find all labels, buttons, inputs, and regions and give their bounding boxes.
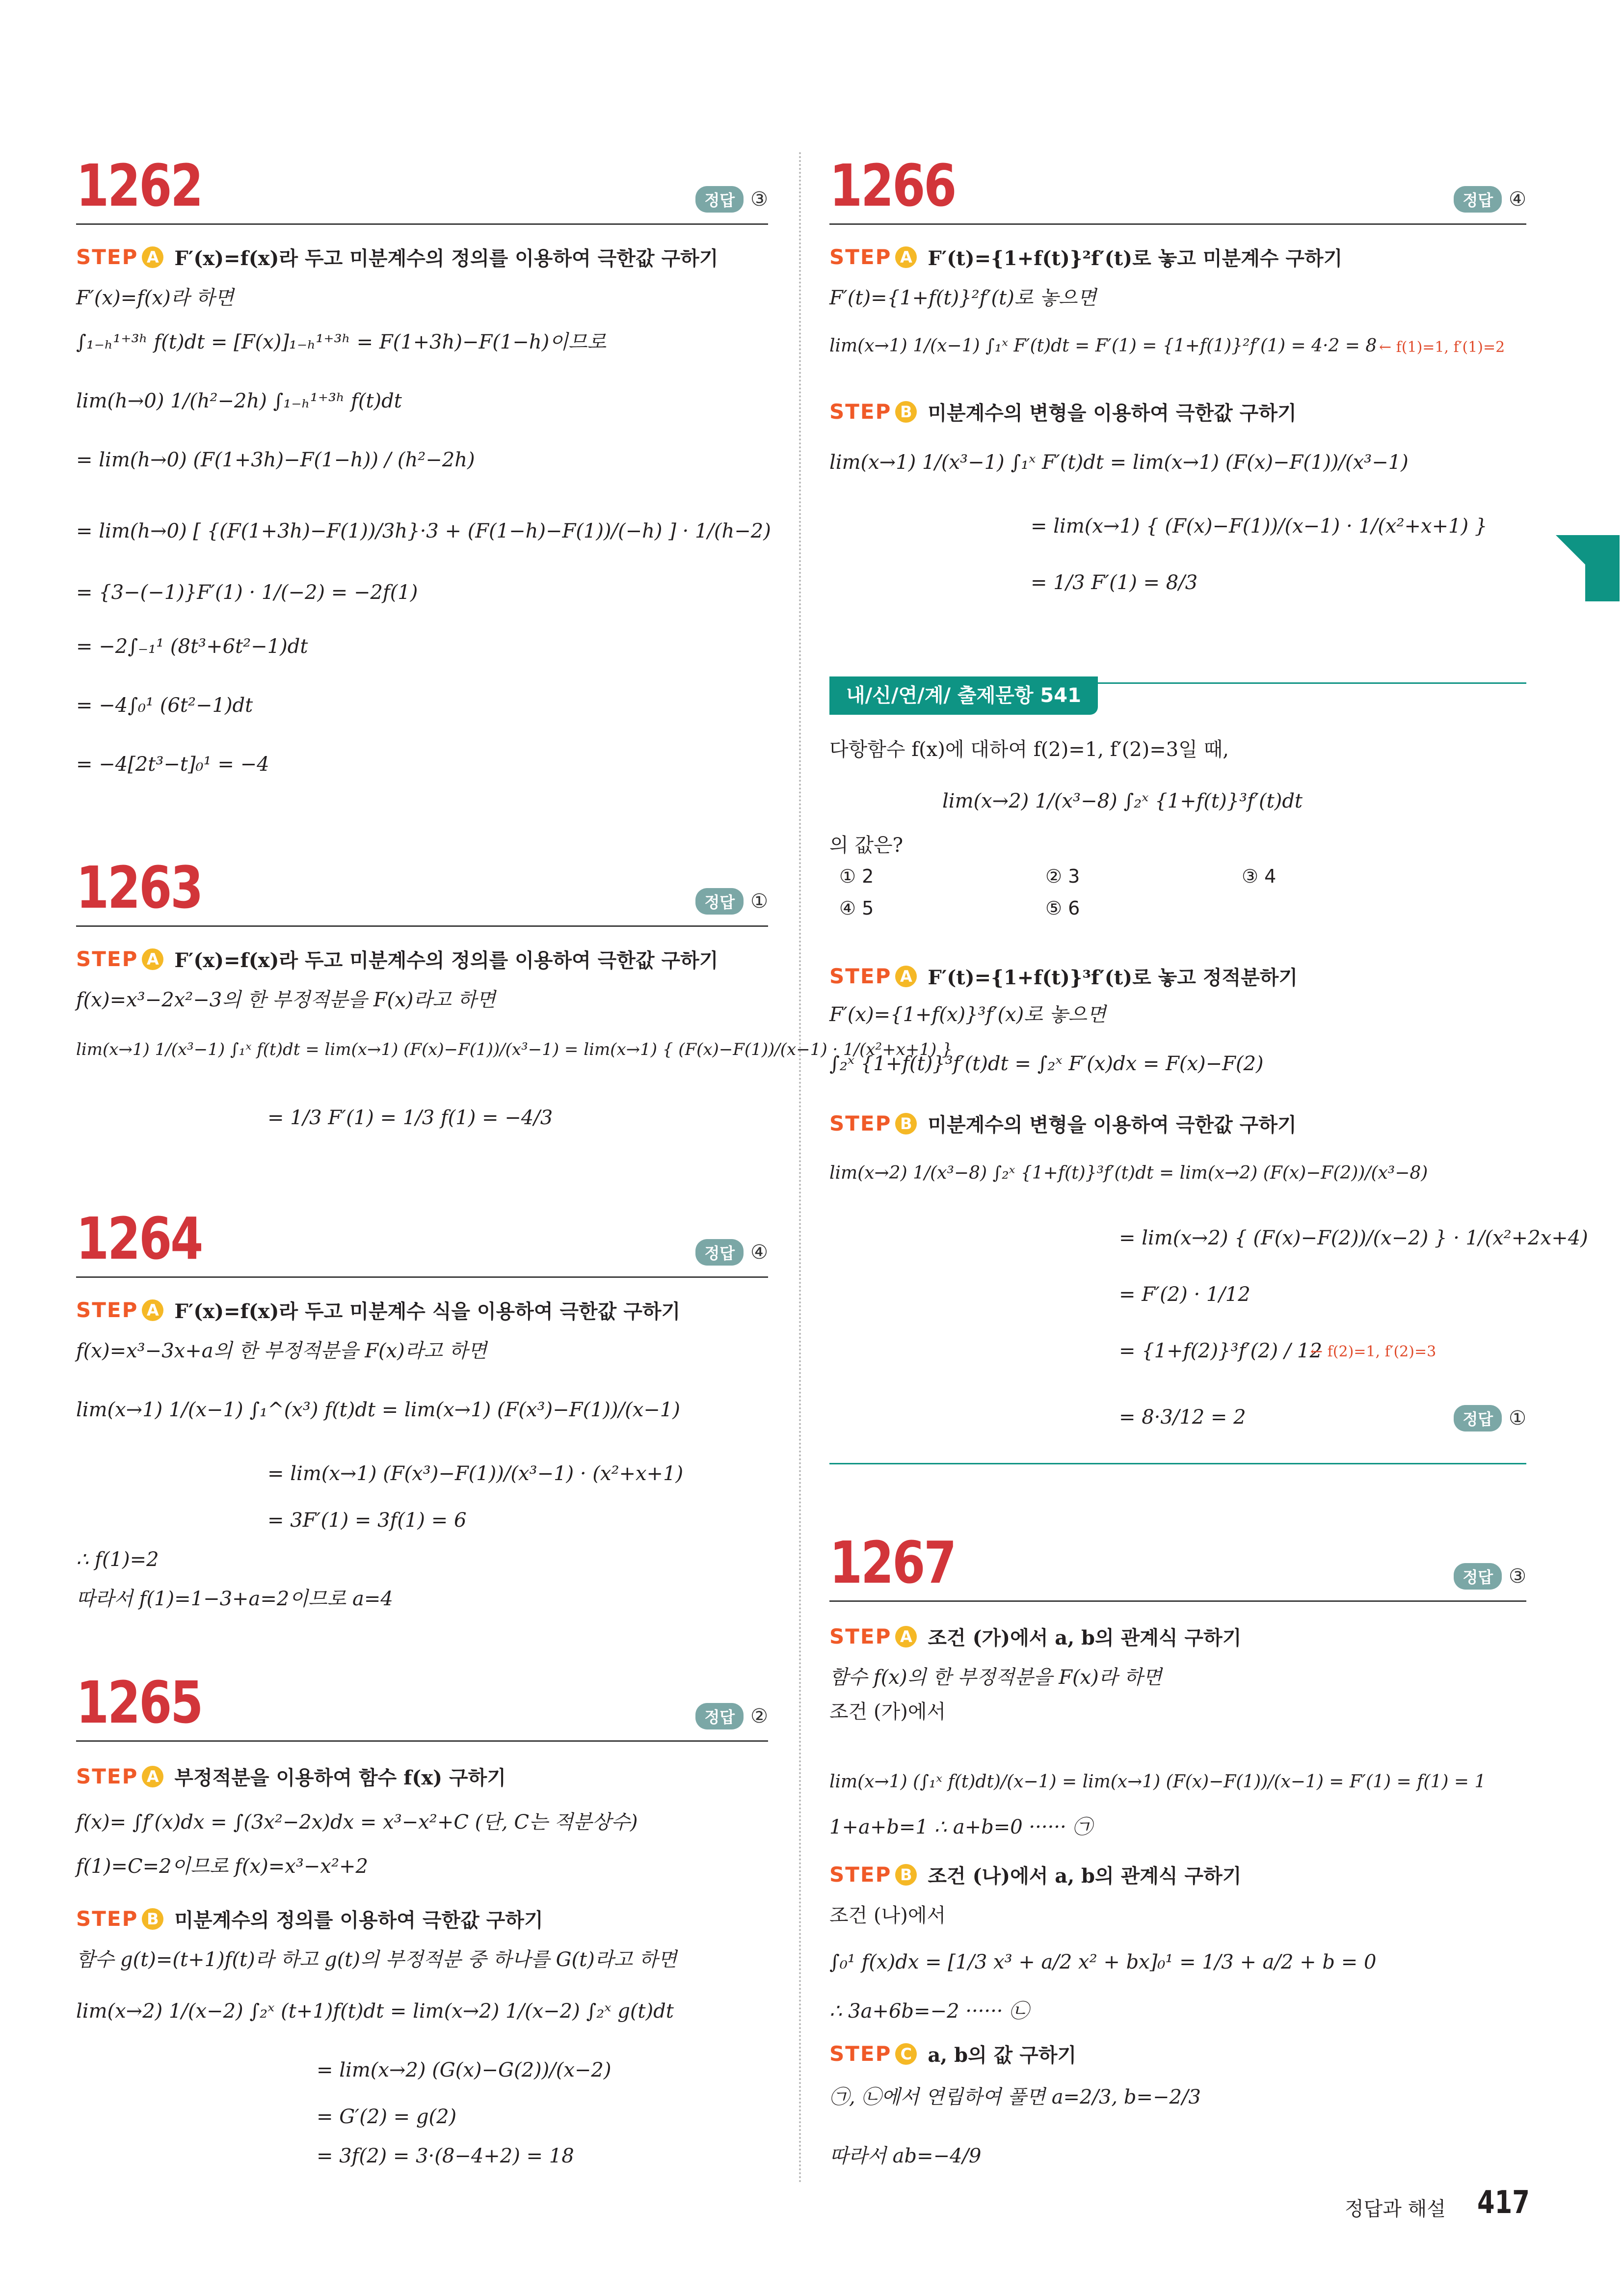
solution-line: = lim(x→1) (F(x³)−F(1))/(x³−1) · (x²+x+1) [267, 1462, 684, 1485]
solution-line: = 3f(2) = 3·(8−4+2) = 18 [317, 2145, 574, 2167]
problem-1263-header [76, 852, 768, 927]
page-number: 417 [1477, 2185, 1530, 2221]
solution-line: ㉠, ㉡에서 연립하여 풀면 a=2/3, b=−2/3 [829, 2086, 1201, 2108]
step-word: STEP [76, 245, 138, 269]
solution-line: f(x)=x³−3x+a의 한 부정적분을 F(x)라고 하면 [76, 1340, 487, 1362]
footer-section-label: 정답과 해설 [1345, 2198, 1446, 2220]
solution-line: lim(x→1) 1/(x³−1) ∫₁ˣ f(t)dt = lim(x→1) (F(x)−F(1))/(x³−1) = lim(x→1) { (F(x)−F(1))/(x−1) · 1/(x²+x+1) } [76, 1040, 953, 1059]
step-word: STEP [829, 2042, 892, 2066]
solution-line: lim(x→1) 1/(x³−1) ∫₁ˣ F′(t)dt = lim(x→1) (F(x)−F(1))/(x³−1) [829, 451, 1409, 474]
step-word: STEP [76, 947, 138, 971]
solution-line: 조건 (가)에서 [829, 1701, 946, 1723]
step-letter-badge: A [895, 246, 917, 268]
answer-indicator [695, 186, 768, 213]
column-divider [799, 152, 801, 2185]
answer-indicator [695, 888, 768, 915]
answer-value: ④ [750, 1241, 768, 1264]
answer-value: ② [750, 1705, 768, 1728]
step-letter-badge: B [895, 401, 917, 423]
step-a-heading [76, 1296, 680, 1324]
step-letter-badge: B [895, 1864, 917, 1886]
problem-1265-header [76, 1667, 768, 1742]
solution-line: = F′(2) · 1/12 [1119, 1283, 1251, 1306]
solution-line: = −4[2t³−t]₀¹ = −4 [76, 753, 269, 776]
solution-line: = {1+f(2)}³f′(2) / 12 [1119, 1340, 1322, 1362]
problem-number: 1266 [829, 152, 956, 219]
step-letter-badge: A [895, 966, 917, 987]
solution-line: lim(x→1) 1/(x−1) ∫₁^(x³) f(t)dt = lim(x→1) (F(x³)−F(1))/(x−1) [76, 1399, 680, 1421]
solution-line: 함수 g(t)=(t+1)f(t)라 하고 g(t)의 부정적분 중 하나를 G(t)라고 하면 [76, 1948, 677, 1971]
solution-line: lim(x→2) 1/(x−2) ∫₂ˣ (t+1)f(t)dt = lim(x→2) 1/(x−2) ∫₂ˣ g(t)dt [76, 2000, 674, 2023]
problem-1262-header [76, 150, 768, 225]
answer-value: ④ [1509, 188, 1526, 211]
question-ask: 의 값은? [829, 834, 904, 857]
step-title: 조건 (가)에서 a, b의 관계식 구하기 [928, 1626, 1242, 1649]
solution-line: = G′(2) = g(2) [317, 2106, 457, 2128]
solution-line: ∴ 3a+6b=−2 ······ ㉡ [829, 2000, 1029, 2023]
step-word: STEP [829, 1111, 892, 1135]
step-title: F′(x)=f(x)라 두고 미분계수의 정의를 이용하여 극한값 구하기 [174, 247, 718, 270]
solution-line: = −2∫₋₁¹ (8t³+6t²−1)dt [76, 635, 308, 658]
solution-line: = 1/3 F′(1) = 1/3 f(1) = −4/3 [267, 1107, 553, 1129]
step-letter-badge: A [142, 1299, 163, 1321]
solution-line: 1+a+b=1 ∴ a+b=0 ······ ㉠ [829, 1816, 1092, 1838]
step-word: STEP [829, 1863, 892, 1887]
problem-1266-header [829, 150, 1526, 225]
step-b-heading [76, 1905, 543, 1933]
step-c-heading [829, 2040, 1076, 2068]
step-a-heading [829, 962, 1298, 990]
solution-line: F′(x)={1+f(x)}³f′(x)로 놓으면 [829, 1003, 1106, 1026]
chapter-tab-marker [1585, 535, 1620, 601]
step-b-heading [829, 1109, 1297, 1137]
step-title: F′(x)=f(x)라 두고 미분계수 식을 이용하여 극한값 구하기 [174, 1300, 681, 1323]
choice-1: ① 2 [839, 865, 874, 887]
step-title: 미분계수의 정의를 이용하여 극한값 구하기 [174, 1909, 543, 1932]
answer-indicator [1454, 1405, 1526, 1432]
answer-badge: 정답 [695, 1239, 744, 1266]
step-b-heading [829, 1861, 1241, 1889]
step-word: STEP [76, 1764, 138, 1788]
step-title: F′(x)=f(x)라 두고 미분계수의 정의를 이용하여 극한값 구하기 [174, 949, 718, 972]
solution-line: = lim(x→1) { (F(x)−F(1))/(x−1) · 1/(x²+x+1) } [1031, 515, 1488, 538]
solution-line: = −4∫₀¹ (6t²−1)dt [76, 694, 253, 717]
question-stem: 다항함수 f(x)에 대하여 f(2)=1, f′(2)=3일 때, [829, 738, 1229, 761]
answer-indicator [695, 1239, 768, 1266]
step-title: 미분계수의 변형을 이용하여 극한값 구하기 [928, 402, 1297, 425]
solution-line: = 1/3 F′(1) = 8/3 [1031, 571, 1198, 594]
answer-value: ① [1509, 1407, 1526, 1430]
solution-line: = lim(x→2) (G(x)−G(2))/(x−2) [317, 2059, 612, 2081]
solution-line: F′(x)=f(x)라 하면 [76, 287, 234, 309]
solution-line: = {3−(−1)}F′(1) · 1/(−2) = −2f(1) [76, 581, 418, 604]
answer-badge: 정답 [1454, 1405, 1502, 1432]
step-letter-badge: B [142, 1908, 163, 1930]
solution-line: ∫₂ˣ {1+f(t)}³f′(t)dt = ∫₂ˣ F′(x)dx = F(x)−F(2) [829, 1053, 1264, 1075]
step-a-heading [76, 243, 718, 271]
problem-number: 1265 [76, 1669, 202, 1736]
problem-1264-header [76, 1203, 768, 1278]
solution-line: lim(h→0) 1/(h²−2h) ∫₁₋ₕ¹⁺³ʰ f(t)dt [76, 390, 402, 412]
choice-2: ② 3 [1045, 865, 1080, 887]
step-a-heading [76, 1762, 506, 1790]
step-word: STEP [829, 245, 892, 269]
answer-badge: 정답 [1454, 1563, 1502, 1590]
step-a-heading [829, 1622, 1241, 1650]
choice-3: ③ 4 [1242, 865, 1277, 887]
step-letter-badge: C [895, 2043, 917, 2065]
answer-indicator [695, 1703, 768, 1729]
problem-1267-header [829, 1527, 1526, 1602]
choice-4: ④ 5 [839, 897, 874, 919]
step-letter-badge: B [895, 1113, 917, 1134]
step-letter-badge: A [142, 1766, 163, 1787]
solution-line: f(x)=x³−2x²−3의 한 부정적분을 F(x)라고 하면 [76, 989, 496, 1011]
step-letter-badge: A [895, 1626, 917, 1648]
solution-line: ∫₁₋ₕ¹⁺³ʰ f(t)dt = [F(x)]₁₋ₕ¹⁺³ʰ = F(1+3h)−F(1−h)이므로 [76, 331, 607, 353]
step-word: STEP [829, 400, 892, 424]
step-b-heading [829, 398, 1297, 426]
solution-line: lim(x→1) 1/(x−1) ∫₁ˣ F′(t)dt = F′(1) = {1+f(1)}²f′(1) = 4·2 = 8 [829, 336, 1377, 356]
step-word: STEP [76, 1907, 138, 1931]
solution-line: = lim(h→0) [ {(F(1+3h)−F(1))/3h}·3 + (F(1−h)−F(1))/(−h) ] · 1/(h−2) [76, 520, 771, 542]
answer-indicator [1454, 186, 1526, 213]
solution-line: = lim(h→0) (F(1+3h)−F(1−h)) / (h²−2h) [76, 449, 475, 471]
problem-number: 1267 [829, 1529, 956, 1596]
answer-badge: 정답 [695, 186, 744, 213]
step-letter-badge: A [142, 948, 163, 970]
related-question-bottom-rule [829, 1463, 1526, 1464]
solution-line: 따라서 f(1)=1−3+a=2이므로 a=4 [76, 1588, 393, 1610]
hint-note: ← f(1)=1, f′(1)=2 [1379, 339, 1505, 356]
answer-badge: 정답 [1454, 186, 1502, 213]
step-title: F′(t)={1+f(t)}³f′(t)로 놓고 정적분하기 [928, 966, 1298, 989]
question-expression: lim(x→2) 1/(x³−8) ∫₂ˣ {1+f(t)}³f′(t)dt [942, 790, 1303, 812]
step-title: F′(t)={1+f(t)}²f′(t)로 놓고 미분계수 구하기 [928, 247, 1343, 270]
related-question-label: 내/신/연/계/ 출제문항 541 [829, 676, 1098, 715]
step-letter-badge: A [142, 246, 163, 268]
step-word: STEP [829, 964, 892, 988]
solution-line: F′(t)={1+f(t)}²f′(t)로 놓으면 [829, 287, 1097, 309]
solution-line: = 3F′(1) = 3f(1) = 6 [267, 1509, 467, 1532]
problem-number: 1263 [76, 854, 202, 921]
step-a-heading [829, 243, 1342, 271]
step-a-heading [76, 945, 718, 973]
step-word: STEP [829, 1624, 892, 1648]
answer-value: ① [750, 890, 768, 913]
solution-line: = 8·3/12 = 2 [1119, 1406, 1246, 1429]
answer-badge: 정답 [695, 888, 744, 915]
solution-line: 조건 (나)에서 [829, 1904, 946, 1927]
solution-line: = lim(x→2) { (F(x)−F(2))/(x−2) } · 1/(x²+2x+4) [1119, 1227, 1588, 1249]
step-title: 미분계수의 변형을 이용하여 극한값 구하기 [928, 1113, 1297, 1136]
problem-number: 1264 [76, 1205, 202, 1272]
hint-note: ← f(2)=1, f′(2)=3 [1310, 1343, 1437, 1360]
solution-line: lim(x→2) 1/(x³−8) ∫₂ˣ {1+f(t)}³f′(t)dt = lim(x→2) (F(x)−F(2))/(x³−8) [829, 1163, 1428, 1183]
solution-line: lim(x→1) (∫₁ˣ f(t)dt)/(x−1) = lim(x→1) (F(x)−F(1))/(x−1) = F′(1) = f(1) = 1 [829, 1772, 1486, 1792]
solution-line: 함수 f(x)의 한 부정적분을 F(x)라 하면 [829, 1666, 1162, 1689]
answer-indicator [1454, 1563, 1526, 1590]
step-word: STEP [76, 1298, 138, 1322]
problem-number: 1262 [76, 152, 202, 219]
step-title: 부정적분을 이용하여 함수 f(x) 구하기 [174, 1766, 506, 1789]
step-title: a, b의 값 구하기 [928, 2044, 1077, 2067]
answer-badge: 정답 [695, 1703, 744, 1729]
choice-5: ⑤ 6 [1045, 897, 1080, 919]
solution-line: f(x)= ∫f′(x)dx = ∫(3x²−2x)dx = x³−x²+C (단, C는 적분상수) [76, 1811, 638, 1834]
solution-line: ∴ f(1)=2 [76, 1548, 159, 1571]
solution-line: 따라서 ab=−4/9 [829, 2145, 982, 2167]
solution-line: ∫₀¹ f(x)dx = [1/3 x³ + a/2 x² + bx]₀¹ = 1/3 + a/2 + b = 0 [829, 1951, 1377, 1973]
solution-line: f(1)=C=2이므로 f(x)=x³−x²+2 [76, 1855, 368, 1878]
answer-value: ③ [750, 188, 768, 211]
step-title: 조건 (나)에서 a, b의 관계식 구하기 [928, 1864, 1242, 1888]
answer-value: ③ [1509, 1565, 1526, 1588]
